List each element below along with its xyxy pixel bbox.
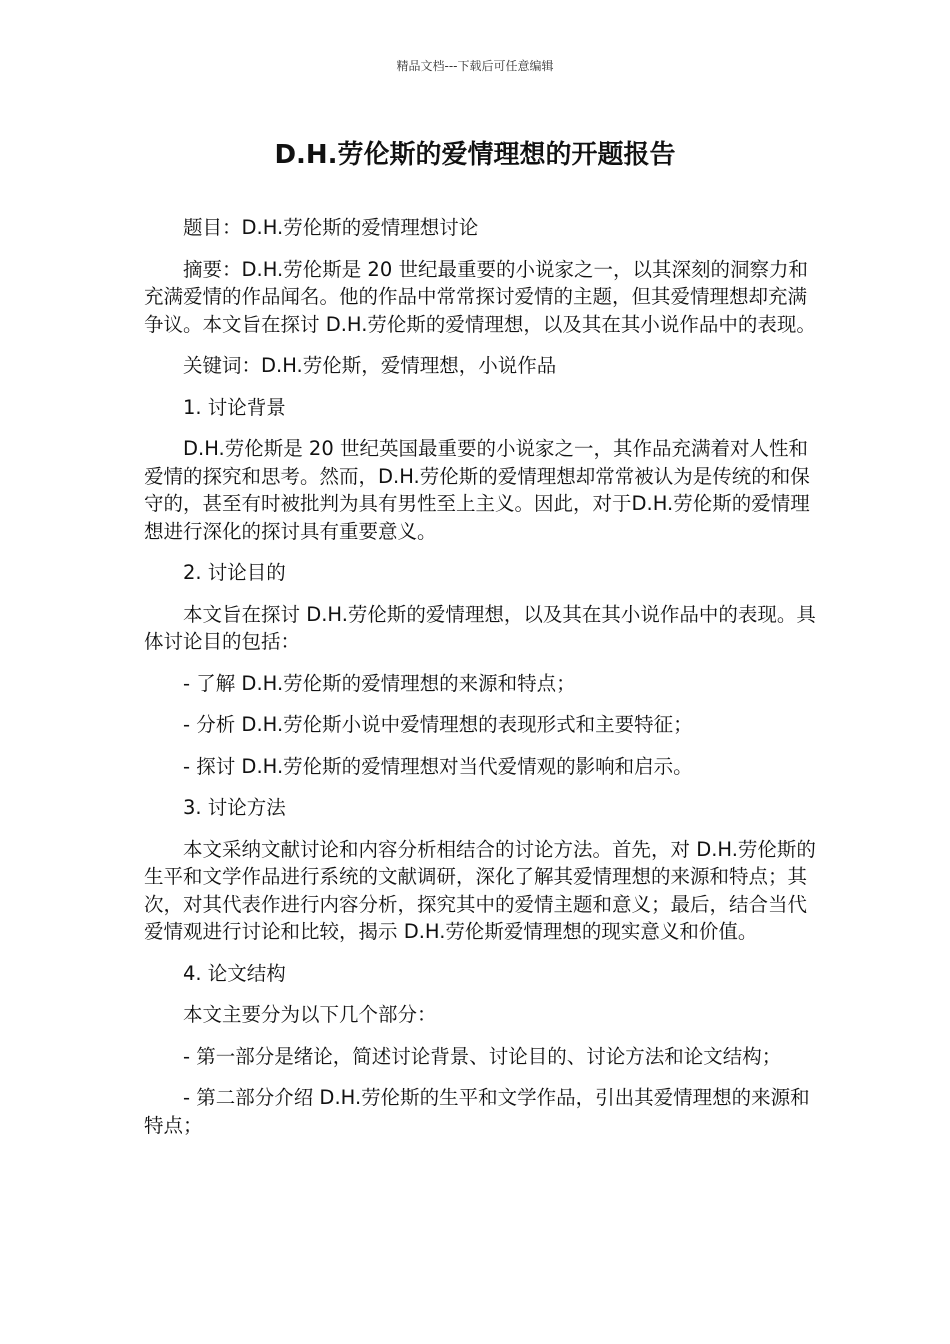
- purpose-item-3: - 探讨 D.H.劳伦斯的爱情理想对当代爱情观的影响和启示。: [183, 754, 693, 778]
- section-heading-structure: 4. 论文结构: [183, 961, 286, 985]
- abstract-paragraph: 摘要：D.H.劳伦斯是 20 世纪最重要的小说家之一，以其深刻的洞察力和充满爱情的作品闻名。他的作品中常常探讨爱情的主题，但其爱情理想却充满争议。本文旨在探讨 D.H.劳伦斯的爱情理想，以及其在其小说作品中的表现。: [144, 257, 816, 336]
- purpose-paragraph: 本文旨在探讨 D.H.劳伦斯的爱情理想，以及其在其小说作品中的表现。具体讨论目的包括：: [144, 602, 816, 653]
- purpose-item-1: - 了解 D.H.劳伦斯的爱情理想的来源和特点；: [183, 671, 576, 695]
- header-note: 精品文档---下载后可任意编辑: [396, 59, 554, 73]
- document-body: [144, 214, 816, 1153]
- section-heading-method: 3. 讨论方法: [183, 796, 286, 819]
- purpose-item-2: - 分析 D.H.劳伦斯小说中爱情理想的表现形式和主要特征；: [183, 713, 693, 736]
- keywords-line: 关键词：D.H.劳伦斯，爱情理想，小说作品: [183, 354, 557, 377]
- structure-item-1: - 第一部分是绪论，简述讨论背景、讨论目的、讨论方法和论文结构；: [183, 1044, 782, 1068]
- topic-line: 题目：D.H.劳伦斯的爱情理想讨论: [183, 216, 479, 239]
- structure-intro: 本文主要分为以下几个部分：: [183, 1003, 437, 1026]
- method-paragraph: 本文采纳文献讨论和内容分析相结合的讨论方法。首先，对 D.H.劳伦斯的生平和文学作品进行系统的文献调研，深化了解其爱情理想的来源和特点；其次，对其代表作进行内容分析，探究其中的爱情主题和意义；最后，结合当代爱情观进行讨论和比较，揭示 D.H.劳伦斯爱情理想的现实意义和价值。: [144, 837, 816, 943]
- section-heading-purpose: 2. 讨论目的: [183, 561, 286, 584]
- structure-item-2: - 第二部分介绍 D.H.劳伦斯的生平和文学作品，引出其爱情理想的来源和特点；: [144, 1086, 810, 1137]
- section-heading-background: 1. 讨论背景: [183, 395, 286, 419]
- document-title: D.H.劳伦斯的爱情理想的开题报告: [274, 140, 676, 170]
- background-paragraph: D.H.劳伦斯是 20 世纪英国最重要的小说家之一，其作品充满着对人性和爱情的探究和思考。然而，D.H.劳伦斯的爱情理想却常常被认为是传统的和保守的，甚至有时被批判为具有男性至上主义。因此，对于D.H.劳伦斯的爱情理想进行深化的探讨具有重要意义。: [144, 437, 810, 543]
